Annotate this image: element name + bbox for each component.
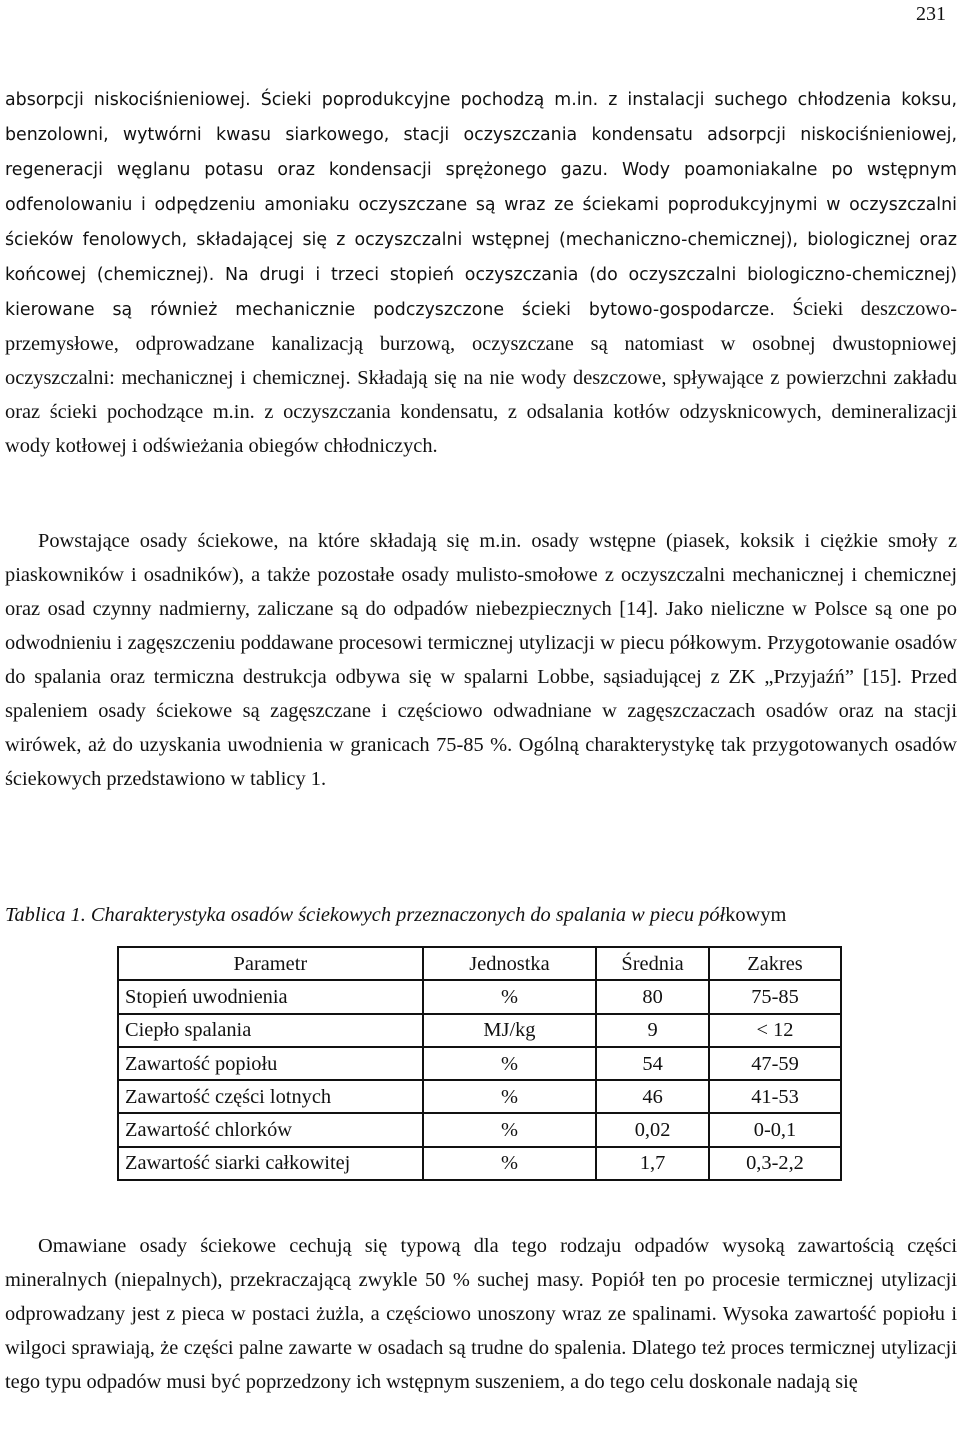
table-row	[118, 1080, 841, 1113]
cell-parameter: Stopień uwodnienia	[118, 980, 423, 1013]
table-caption	[5, 898, 960, 932]
cell-mean: 0,02	[596, 1113, 709, 1146]
cell-unit: %	[423, 1047, 596, 1080]
cell-parameter: Zawartość popiołu	[118, 1047, 423, 1080]
cell-mean: 80	[596, 980, 709, 1013]
cell-parameter: Zawartość siarki całkowitej	[118, 1147, 423, 1180]
header-parametr: Parametr	[118, 947, 423, 980]
cell-range: 75-85	[709, 980, 841, 1013]
cell-range: 47-59	[709, 1047, 841, 1080]
cell-range: 0,3-2,2	[709, 1147, 841, 1180]
cell-unit: %	[423, 980, 596, 1013]
header-jednostka: Jednostka	[423, 947, 596, 980]
page-number: 231	[916, 3, 946, 25]
cell-range: 41-53	[709, 1080, 841, 1113]
table-row	[118, 1047, 841, 1080]
cell-mean: 54	[596, 1047, 709, 1080]
table-caption-tail: kowym	[725, 904, 787, 926]
cell-mean: 46	[596, 1080, 709, 1113]
table-row	[118, 980, 841, 1013]
table-row	[118, 1014, 841, 1047]
paragraph-sans-segment: absorpcji niskociśnieniowej. Ścieki poprodukcyjne pochodzą m.in. z instalacji suchego chłodzenia koksu, benzolowni, wytwórni kwasu siarkowego, stacji oczyszczania kondensatu adsorpcji niskociśnieniowej, regeneracji węglanu potasu oraz kondensacji sprężonego gazu. Wody poamoniakalne po wstępnym odfenolowaniu i odpędzeniu amoniaku oczyszczane są wraz ze ściekami poprodukcyjnymi w oczyszczalni ścieków fenolowych, składającej się z oczyszczalni wstępnej (mechaniczno-chemicznej), biologicznej oraz końcowej (chemicznej). Na drugi i trzeci stopień oczyszczania (do oczyszczalni biologiczno-chemicznej) kierowane są również mechanicznie podczyszczone ścieki bytowo-gospodarcze.	[5, 90, 957, 320]
table-row	[118, 1147, 841, 1180]
cell-unit: MJ/kg	[423, 1014, 596, 1047]
cell-parameter: Zawartość części lotnych	[118, 1080, 423, 1113]
paragraph-wastewater-sources	[5, 82, 957, 463]
header-zakres: Zakres	[709, 947, 841, 980]
cell-unit: %	[423, 1080, 596, 1113]
cell-mean: 9	[596, 1014, 709, 1047]
cell-unit: %	[423, 1147, 596, 1180]
cell-parameter: Zawartość chlorków	[118, 1113, 423, 1146]
cell-range: 0-0,1	[709, 1113, 841, 1146]
paragraph-sludge-description: Powstające osady ściekowe, na które składają się m.in. osady wstępne (piasek, koksik i ciężkie smoły z piaskowników i osadników), a także pozostałe osady mulisto-smołowe z oczyszczalni mechanicznej i chemicznej oraz osad czynny nadmierny, zaliczane są do odpadów niebezpiecznych [14]. Jako nieliczne w Polsce są one po odwodnieniu i zagęszczeniu poddawane procesowi termicznej utylizacji w piecu półkowym. Przygotowanie osadów do spalania oraz termiczna destrukcja odbywa się w spalarni Lobbe, sąsiadującej z ZK „Przyjaźń” [15]. Przed spaleniem osady ściekowe są zagęszczane i częściowo odwadniane w zagęszczaczach osadów oraz na stacji wirówek, aż do uzyskania uwodnienia w granicach 75-85 %. Ogólną charakterystykę tak przygotowanych osadów ściekowych przedstawiono w tablicy 1.	[5, 530, 957, 790]
sludge-characteristics-table	[117, 946, 842, 1181]
header-srednia: Średnia	[596, 947, 709, 980]
cell-unit: %	[423, 1113, 596, 1146]
paragraph-serif-segment: Ścieki deszczowo-przemysłowe, odprowadzane kanalizacją burzową, oczyszczane są natomiast w osobnej dwustopniowej oczyszczalni: mechanicznej i chemicznej. Składają się na nie wody deszczowe, spływające z powierzchni zakładu oraz ścieki pochodzące m.in. z oczyszczania kondensatu, z odsalania kotłów odzysknicowych, demineralizacji wody kotłowej i odświeżania obiegów chłodniczych.	[5, 298, 957, 457]
table-header-row	[118, 947, 841, 980]
table-row	[118, 1113, 841, 1146]
paragraph-sludge-properties: Omawiane osady ściekowe cechują się typową dla tego rodzaju odpadów wysoką zawartością części mineralnych (niepalnych), przekraczającą zwykle 50 % suchej masy. Popiół ten po procesie termicznej utylizacji odprowadzany jest z pieca w postaci żużla, a częściowo unoszony wraz ze spalinami. Wysoka zawartość popiołu i wilgoci sprawiają, że części palne zawarte w osadach są trudne do spalenia. Dlatego też proces termicznej utylizacji tego typu odpadów musi być poprzedzony ich wstępnym suszeniem, a do tego celu doskonale nadają się	[5, 1235, 957, 1393]
cell-parameter: Ciepło spalania	[118, 1014, 423, 1047]
cell-mean: 1,7	[596, 1147, 709, 1180]
table-caption-italic: Tablica 1. Charakterystyka osadów ściekowych przeznaczonych do spalania w piecu pół	[5, 904, 726, 926]
cell-range: < 12	[709, 1014, 841, 1047]
